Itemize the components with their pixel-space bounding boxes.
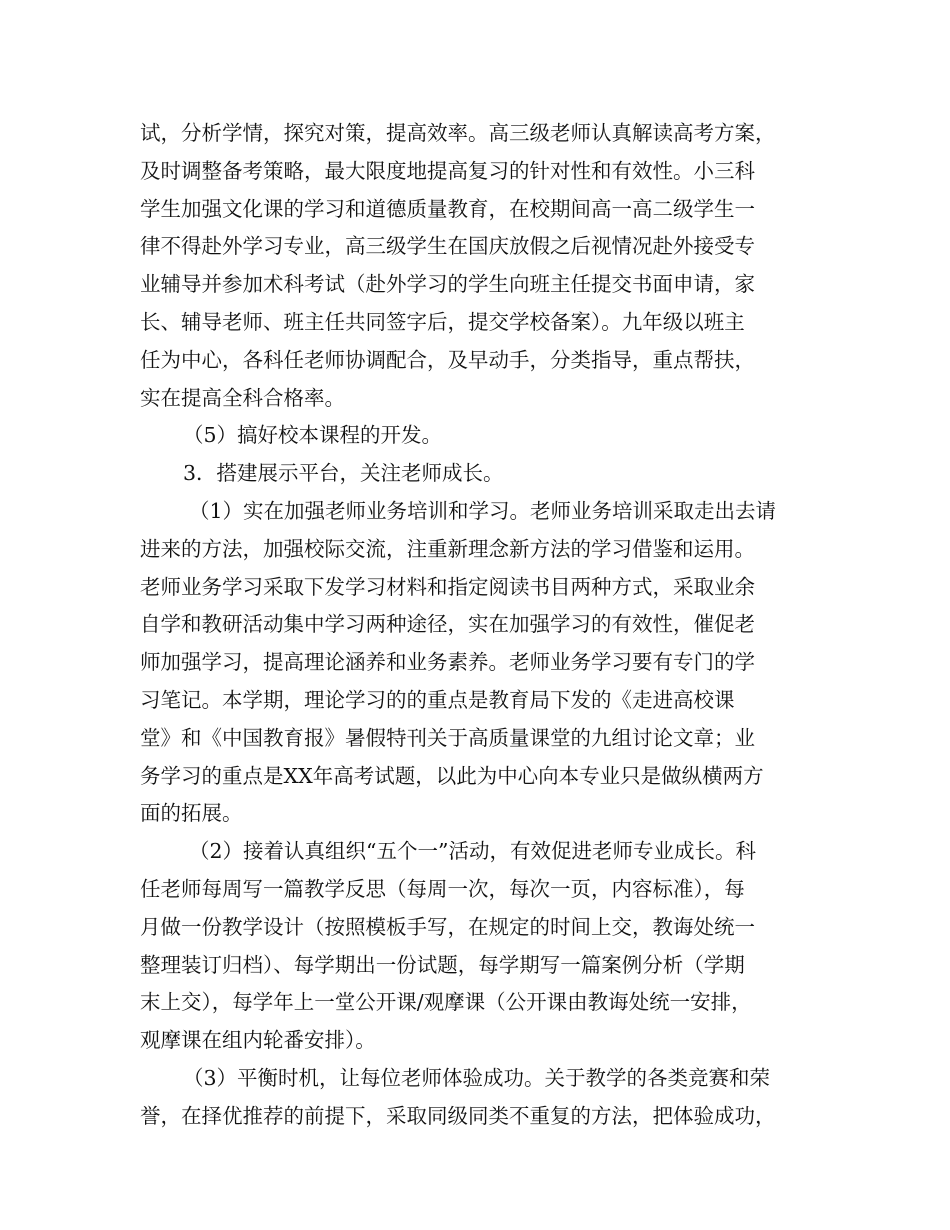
text-line: 整理装订归档）、每学期出一份试题，每学期写一篇案例分析（学期 [140, 952, 745, 977]
text-line: 誉，在择优推荐的前提下，采取同级同类不重复的方法，把体验成功， [140, 1103, 776, 1128]
text-line: 进来的方法，加强校际交流，注重新理念新方法的学习借鉴和运用。 [140, 536, 755, 561]
text-line: 学生加强文化课的学习和道德质量教育，在校期间高一高二级学生一 [140, 196, 755, 221]
text-line: 观摩课在组内轮番安排）。 [140, 1028, 376, 1053]
text-line: 长、辅导老师、班主任共同签字后，提交学校备案）。九年级以班主 [140, 309, 745, 334]
item-heading: （5）搞好校本课程的开发。 [183, 423, 443, 448]
paragraph-start: （1）实在加强老师业务培训和学习。老师业务培训采取走出去请 [189, 498, 777, 523]
text-line: 末上交），每学年上一堂公开课/观摩课（公开课由教诲处统一安排， [140, 990, 752, 1015]
paragraph-start: （3）平衡时机，让每位老师体验成功。关于教学的各类竞赛和荣 [183, 1065, 771, 1090]
text-line: 堂》和《中国教育报》暑假特刊关于高质量课堂的九组讨论文章；业 [140, 725, 755, 750]
text-line: 试，分析学情，探究对策，提高效率。高三级老师认真解读高考方案， [140, 121, 776, 145]
text-line: 业辅导并参加术科考试（赴外学习的学生向班主任提交书面申请，家 [140, 272, 755, 297]
text-line: 律不得赴外学习专业，高三级学生在国庆放假之后视情况赴外接受专 [140, 234, 755, 259]
text-line: 任为中心，各科任老师协调配合，及早动手，分类指导，重点帮扶， [140, 347, 755, 372]
text-line: 面的拓展。 [140, 801, 243, 826]
text-line: 实在提高全科合格率。 [140, 385, 345, 410]
text-line: 及时调整备考策略，最大限度地提高复习的针对性和有效性。小三科 [140, 158, 755, 183]
text-line: 自学和教研活动集中学习两种途径，实在加强学习的有效性，催促老 [140, 612, 755, 637]
section-heading: 3．搭建展示平台，关注老师成长。 [183, 461, 504, 486]
text-line: 师加强学习，提高理论涵养和业务素养。老师业务学习要有专门的学 [140, 650, 755, 675]
text-line: 务学习的重点是XX年高考试题，以此为中心向本专业只是做纵横两方 [140, 763, 764, 788]
paragraph-start: （2）接着认真组织“五个一”活动，有效促进老师专业成长。科 [189, 839, 757, 864]
text-line: 老师业务学习采取下发学习材料和指定阅读书目两种方式，采取业余 [140, 574, 755, 599]
text-line: 习笔记。本学期，理论学习的的重点是教育局下发的《走进高校课 [140, 687, 735, 712]
text-line: 任老师每周写一篇教学反思（每周一次，每次一页，内容标准），每 [140, 876, 745, 901]
document-body [140, 115, 830, 1136]
text-line: 月做一份教学设计（按照模板手写，在规定的时间上交，教诲处统一 [140, 914, 755, 939]
